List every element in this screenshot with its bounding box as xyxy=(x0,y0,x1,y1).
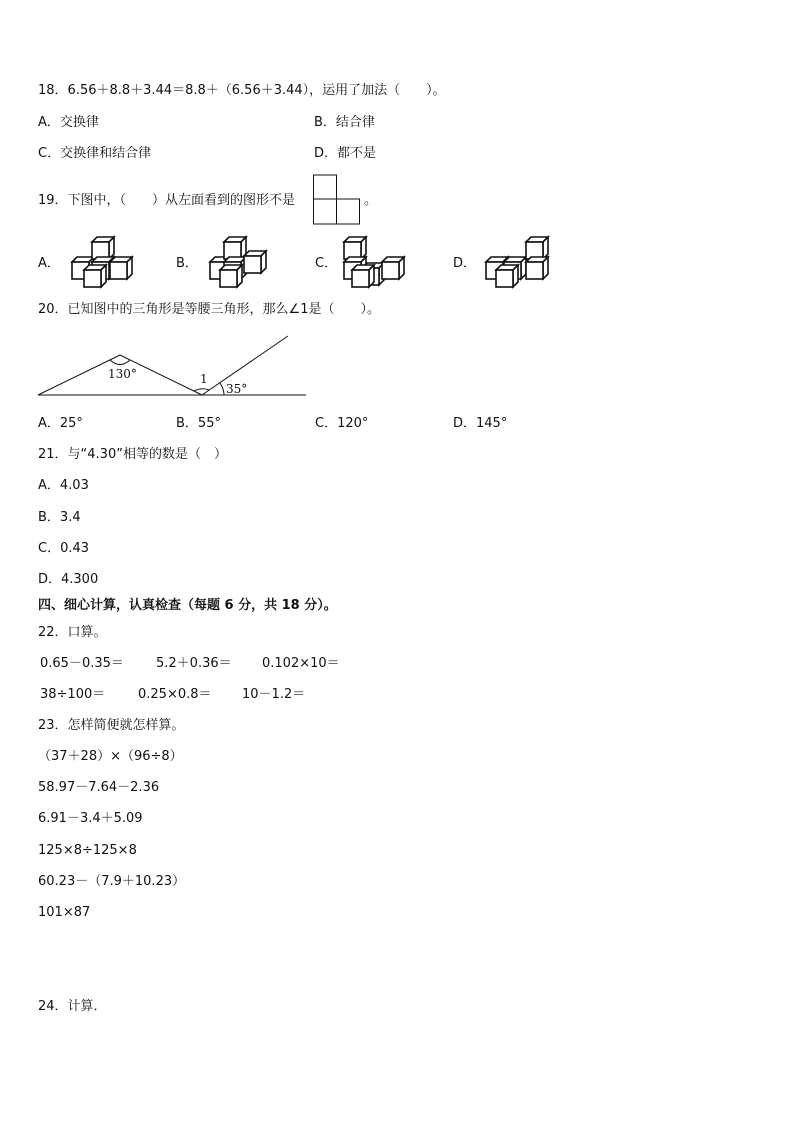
q19-option-c-cubes-figure xyxy=(338,232,414,292)
cube xyxy=(84,265,106,287)
q20-angle1-arc xyxy=(194,389,209,391)
q19-stem-end: 。 xyxy=(364,193,378,208)
q20-label-130: 130° xyxy=(108,367,137,381)
q18-option-b: B．结合律 xyxy=(314,115,375,130)
q19-view-square-bottom-right xyxy=(337,199,360,224)
q20-label-35: 35° xyxy=(226,382,248,396)
q19-option-d-cubes-figure xyxy=(480,232,560,292)
q21-stem: 21．与“4.30”相等的数是（ ） xyxy=(38,447,227,462)
q20-stem: 20．已知图中的三角形是等腰三角形，那么∠1是（ ）。 xyxy=(38,302,380,317)
cube xyxy=(352,265,374,287)
q19-option-a-cubes-figure xyxy=(66,234,142,292)
cube xyxy=(526,257,548,279)
q22-row2-item1: 38÷100＝ xyxy=(40,687,106,702)
q19-view-shape-figure xyxy=(312,174,362,226)
q21-option-d: D．4.300 xyxy=(38,572,99,587)
q20-option-a: A．25° xyxy=(38,416,83,431)
q24-stem: 24．计算． xyxy=(38,999,107,1014)
q23-item-1: （37＋28）×（96÷8） xyxy=(38,749,183,764)
q19-view-square-bottom-left xyxy=(314,199,337,224)
q20-apex-arc xyxy=(110,360,130,365)
q23-item-5: 60.23－（7.9＋10.23） xyxy=(38,874,186,889)
q19-option-b-label: B． xyxy=(176,256,198,271)
q23-stem: 23．怎样简便就怎样算。 xyxy=(38,718,185,733)
q19-view-square-top xyxy=(314,175,337,199)
q21-option-b: B．3.4 xyxy=(38,510,81,525)
q19-option-b-cubes-figure xyxy=(204,234,280,292)
q18-option-d: D．都不是 xyxy=(314,146,377,161)
q19-option-c-label: C． xyxy=(315,256,338,271)
cube xyxy=(344,237,366,259)
q21-option-a: A．4.03 xyxy=(38,478,89,493)
q19-option-d-label: D． xyxy=(453,256,477,271)
cube xyxy=(526,237,548,259)
q23-item-4: 125×8÷125×8 xyxy=(38,843,137,858)
q23-item-2: 58.97－7.64－2.36 xyxy=(38,780,160,795)
cube xyxy=(220,265,242,287)
q21-option-c: C．0.43 xyxy=(38,541,90,556)
q20-triangle-figure xyxy=(36,332,308,400)
section-4-heading: 四、细心计算，认真检查（每题 6 分，共 18 分）。 xyxy=(38,598,337,613)
q20-label-angle1: 1 xyxy=(200,372,208,386)
q20-35-arc xyxy=(220,383,224,395)
q20-option-d: D．145° xyxy=(453,416,508,431)
q22-stem: 22．口算。 xyxy=(38,625,107,640)
cube xyxy=(224,237,246,259)
q23-item-6: 101×87 xyxy=(38,905,91,920)
q18-stem: 18．6.56＋8.8＋3.44＝8.8＋（6.56＋3.44），运用了加法（ ）。 xyxy=(38,83,446,98)
q18-option-c: C．交换律和结合律 xyxy=(38,146,152,161)
q22-row2-item3: 10－1.2＝ xyxy=(242,687,306,702)
cube xyxy=(92,237,114,259)
q22-row2-item2: 0.25×0.8＝ xyxy=(138,687,212,702)
q20-option-c: C．120° xyxy=(315,416,369,431)
q19-stem xyxy=(38,192,295,210)
cube xyxy=(496,265,518,287)
q19-stem-text: 19．下图中，（ ）从左面看到的图形不是 xyxy=(38,193,296,208)
cube xyxy=(382,257,404,279)
q19-option-a-label: A． xyxy=(38,256,60,271)
q23-item-3: 6.91－3.4＋5.09 xyxy=(38,811,143,826)
q18-option-a: A．交换律 xyxy=(38,115,99,130)
cube xyxy=(110,257,132,279)
q22-row1-item2: 5.2＋0.36＝ xyxy=(156,656,232,671)
q22-row1-item3: 0.102×10＝ xyxy=(262,656,340,671)
q22-row1-item1: 0.65－0.35＝ xyxy=(40,656,124,671)
q20-option-b: B．55° xyxy=(176,416,221,431)
cube xyxy=(244,251,266,273)
